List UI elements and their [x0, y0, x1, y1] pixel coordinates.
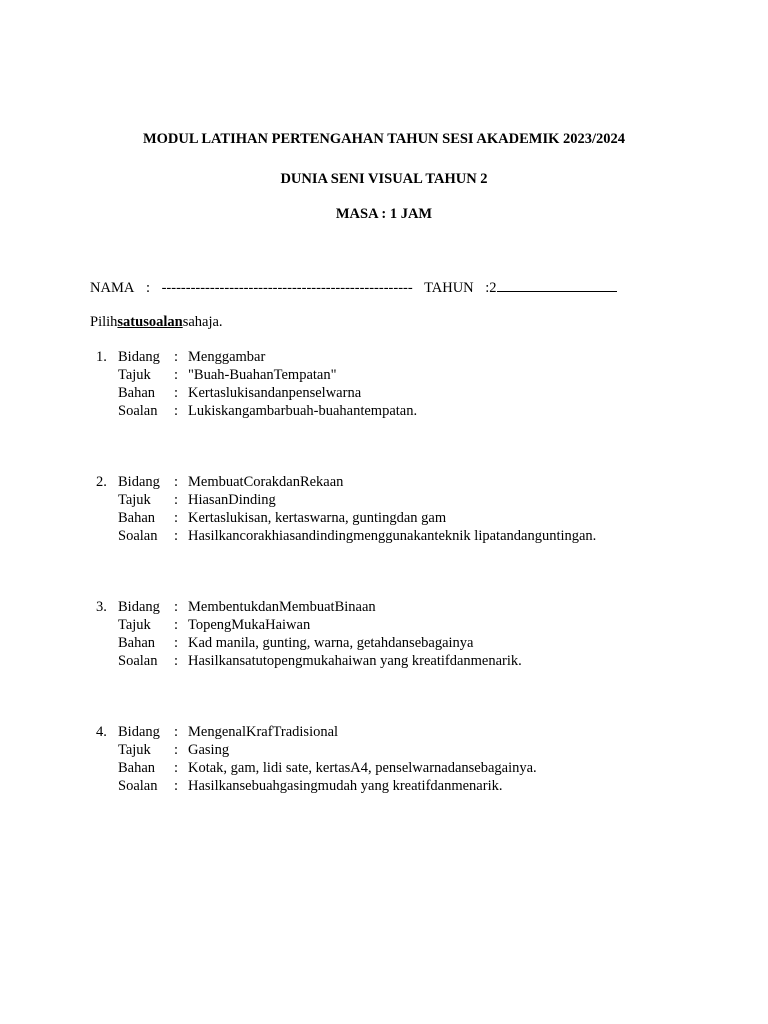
bahan-value: Kotak, gam, lidi sate, kertasA4, penselwarnadansebagainya. [188, 760, 537, 776]
tahun-label: TAHUN [424, 280, 474, 296]
tajuk-label: Tajuk [118, 492, 151, 508]
soalan-label: Soalan [118, 653, 158, 669]
soalan-label: Soalan [118, 778, 158, 794]
soalan-label: Soalan [118, 403, 158, 419]
colon: : [174, 349, 179, 365]
question-number: 4. [96, 724, 107, 740]
colon: : [174, 492, 179, 508]
bidang-label: Bidang [118, 724, 160, 740]
nama-field[interactable]: ---------------------------------------------------- [161, 280, 413, 296]
bahan-label: Bahan [118, 760, 156, 776]
colon: : [174, 724, 179, 740]
instruction-suffix: sahaja. [182, 314, 223, 330]
instruction [90, 313, 223, 331]
soalan-value: Hasilkansatutopengmukahaiwan yang kreatifdanmenarik. [188, 653, 522, 669]
question-number: 3. [96, 599, 107, 615]
colon: : [174, 403, 179, 419]
question-number: 1. [96, 349, 107, 365]
question-3 [96, 598, 522, 670]
tahun-separator: :2 [485, 280, 497, 296]
bahan-value: Kad manila, gunting, warna, getahdansebagainya [188, 635, 474, 651]
soalan-value: Lukiskangambarbuah-buahantempatan. [188, 403, 418, 419]
question-2 [96, 473, 596, 545]
instruction-emphasis: satusoalan [117, 314, 183, 330]
question-1 [96, 348, 417, 420]
colon: : [174, 367, 179, 383]
tajuk-value: TopengMukaHaiwan [188, 617, 311, 633]
tajuk-value: HiasanDinding [188, 492, 276, 508]
duration-title: MASA : 1 JAM [335, 206, 433, 222]
bidang-value: MembentukdanMembuatBinaan [188, 599, 376, 615]
colon: : [174, 599, 179, 615]
colon: : [174, 474, 179, 490]
bahan-value: Kertaslukisandanpenselwarna [188, 385, 362, 401]
soalan-label: Soalan [118, 528, 158, 544]
colon: : [174, 778, 179, 794]
bahan-label: Bahan [118, 635, 156, 651]
bidang-label: Bidang [118, 474, 160, 490]
module-title: MODUL LATIHAN PERTENGAHAN TAHUN SESI AKADEMIK 2023/2024 [142, 131, 626, 147]
soalan-value: Hasilkansebuahgasingmudah yang kreatifdanmenarik. [188, 778, 503, 794]
question-4 [96, 723, 537, 795]
student-info-row [90, 277, 617, 297]
subject-title: DUNIA SENI VISUAL TAHUN 2 [280, 171, 488, 187]
colon: : [174, 742, 179, 758]
tajuk-label: Tajuk [118, 742, 151, 758]
colon: : [174, 510, 179, 526]
instruction-prefix: Pilih [90, 314, 118, 330]
bahan-label: Bahan [118, 510, 156, 526]
nama-label: NAMA [90, 280, 135, 296]
tajuk-label: Tajuk [118, 367, 151, 383]
bahan-value: Kertaslukisan, kertaswarna, guntingdan gam [188, 510, 447, 526]
bidang-value: MembuatCorakdanRekaan [188, 474, 344, 490]
colon: : [174, 653, 179, 669]
question-number: 2. [96, 474, 107, 490]
bahan-label: Bahan [118, 385, 156, 401]
bidang-value: Menggambar [188, 349, 266, 365]
nama-separator: : [145, 280, 150, 296]
tajuk-value: "Buah-BuahanTempatan" [188, 367, 337, 383]
colon: : [174, 760, 179, 776]
bidang-label: Bidang [118, 599, 160, 615]
colon: : [174, 385, 179, 401]
soalan-value: Hasilkancorakhiasandindingmenggunakanteknik lipatandanguntingan. [188, 528, 597, 544]
colon: : [174, 635, 179, 651]
colon: : [174, 528, 179, 544]
tajuk-label: Tajuk [118, 617, 151, 633]
tajuk-value: Gasing [188, 742, 230, 758]
bidang-value: MengenalKrafTradisional [188, 724, 339, 740]
bidang-label: Bidang [118, 349, 160, 365]
colon: : [174, 617, 179, 633]
tahun-field[interactable] [497, 277, 617, 292]
